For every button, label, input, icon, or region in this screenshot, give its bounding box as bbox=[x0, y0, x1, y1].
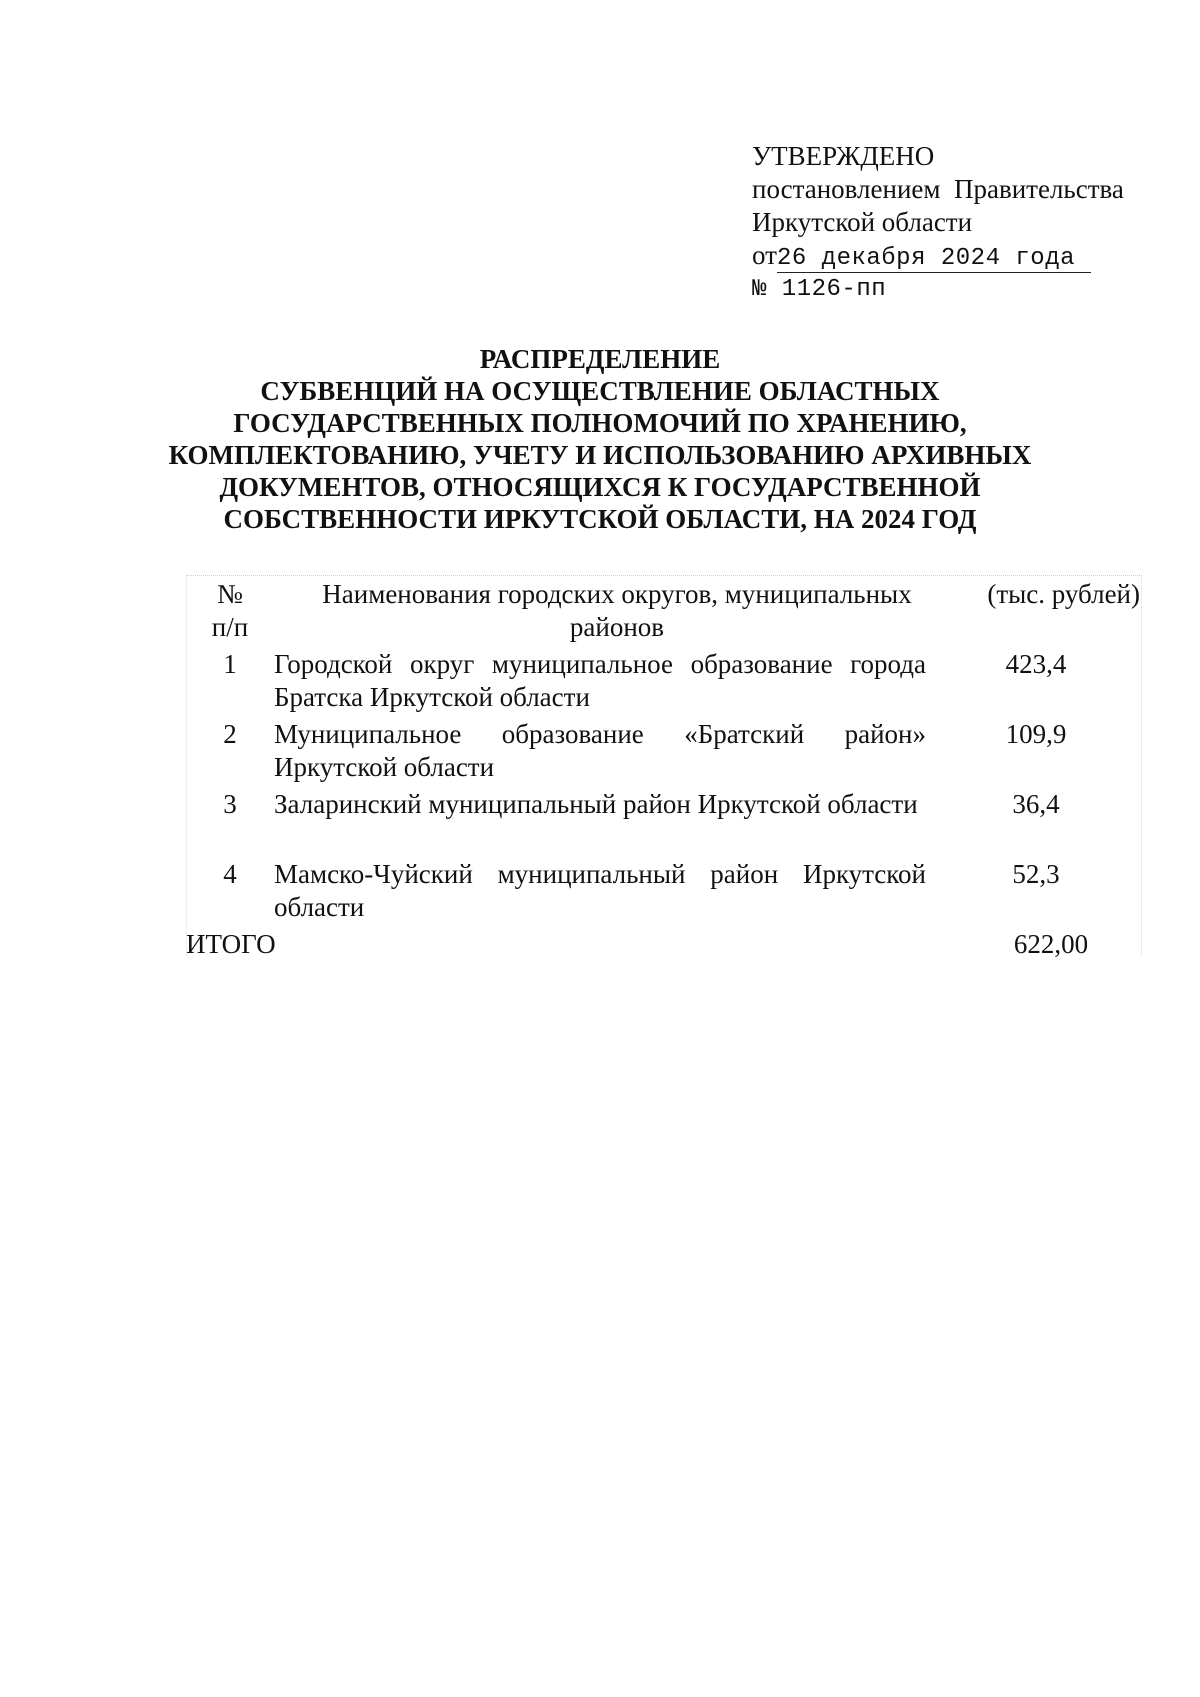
distribution-table bbox=[186, 575, 1146, 961]
header-number-line-1: № bbox=[217, 579, 243, 609]
row-sum: 36,4 bbox=[1012, 789, 1060, 819]
row-sum: 109,9 bbox=[1005, 719, 1067, 749]
approval-block bbox=[752, 140, 1124, 306]
row-name: Заларинский муниципальный район Иркутской области bbox=[274, 789, 918, 819]
total-sum: 622,00 bbox=[1013, 929, 1089, 959]
table-header-row bbox=[186, 575, 1146, 644]
table-row bbox=[186, 648, 1146, 714]
title-line: ДОКУМЕНТОВ, ОТНОСЯЩИХСЯ К ГОСУДАРСТВЕННОЙ bbox=[219, 472, 981, 502]
title-line: РАСПРЕДЕЛЕНИЕ bbox=[479, 344, 721, 374]
table-row bbox=[186, 718, 1146, 784]
row-sum: 52,3 bbox=[1012, 859, 1060, 889]
row-sum: 423,4 bbox=[1005, 649, 1067, 679]
header-number bbox=[186, 578, 274, 644]
title-line: КОМПЛЕКТОВАНИЮ, УЧЕТУ И ИСПОЛЬЗОВАНИЮ АРХИВНЫХ bbox=[168, 440, 1032, 470]
document-title bbox=[160, 343, 1040, 535]
approval-line-2: Иркутской области bbox=[752, 207, 973, 237]
title-line: ГОСУДАРСТВЕННЫХ ПОЛНОМОЧИЙ ПО ХРАНЕНИЮ, bbox=[233, 408, 967, 438]
header-number-line-2: п/п bbox=[211, 612, 249, 642]
approval-date-row bbox=[752, 239, 1124, 273]
table-row bbox=[186, 788, 1146, 854]
header-name: Наименования городских округов, муниципальных районов bbox=[322, 579, 912, 642]
title-line: СОБСТВЕННОСТИ ИРКУТСКОЙ ОБЛАСТИ, НА 2024 ГОД bbox=[223, 504, 977, 534]
row-number: 2 bbox=[223, 719, 237, 749]
header-sum: (тыс. рублей) bbox=[987, 579, 1140, 609]
approval-line-1: постановлением Правительства bbox=[752, 174, 1124, 204]
row-name: Городской округ муниципальное образование города Братска Иркутской области bbox=[274, 649, 926, 712]
approval-date-prefix: от bbox=[752, 240, 777, 270]
title-line: СУБВЕНЦИЙ НА ОСУЩЕСТВЛЕНИЕ ОБЛАСТНЫХ bbox=[260, 376, 940, 406]
row-number: 3 bbox=[223, 789, 237, 819]
approval-date: 26 декабря 2024 года bbox=[777, 246, 1091, 273]
row-number: 4 bbox=[223, 859, 237, 889]
row-name: Муниципальное образование «Братский район» Иркутской области bbox=[274, 719, 926, 782]
total-label: ИТОГО bbox=[186, 929, 276, 959]
table-row bbox=[186, 858, 1146, 924]
approval-number: № 1126-пп bbox=[752, 276, 887, 303]
row-name: Мамско-Чуйский муниципальный район Иркутской области bbox=[274, 859, 926, 922]
approval-heading: УТВЕРЖДЕНО bbox=[752, 141, 935, 171]
row-number: 1 bbox=[223, 649, 237, 679]
